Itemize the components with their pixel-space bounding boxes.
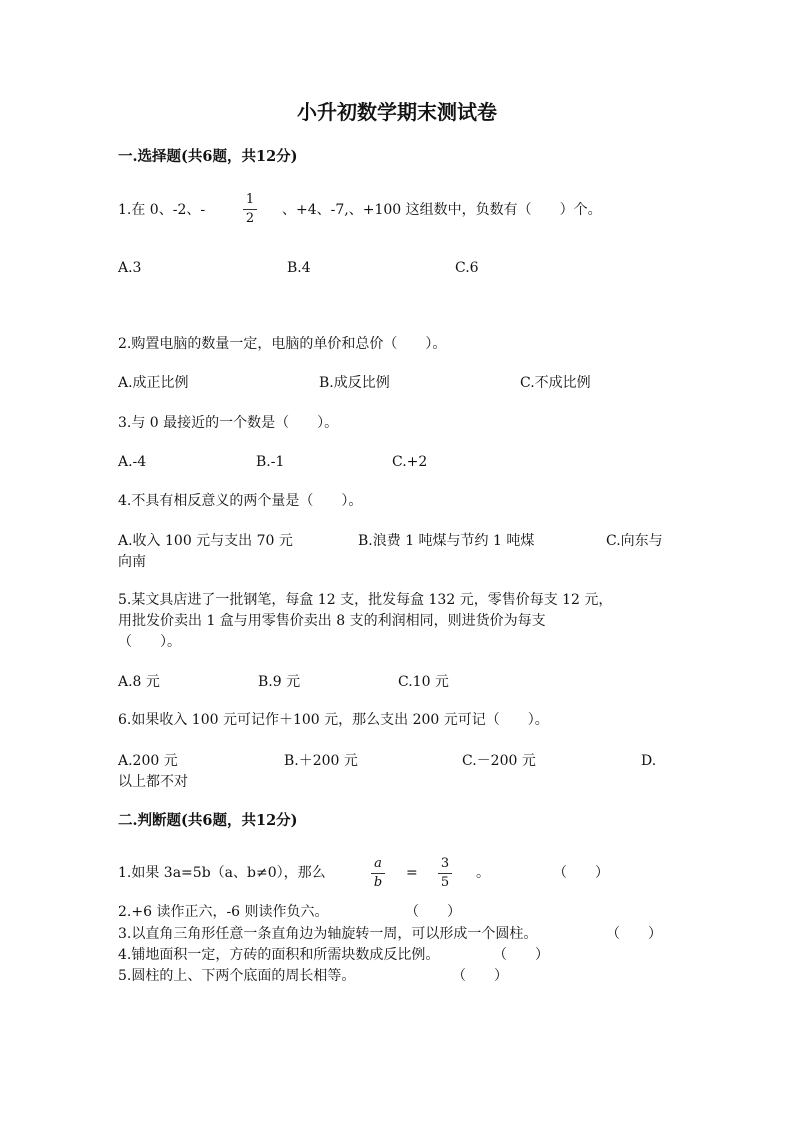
fraction-three-fifths <box>438 856 452 891</box>
option-d-continued: 以上都不对 <box>118 774 188 790</box>
option-a: A.收入 100 元与支出 70 元 <box>118 533 293 549</box>
question-5-line-3: （ ）。 <box>118 634 181 650</box>
option-a: A.3 <box>118 260 142 276</box>
judgement-1-text: 1.如果 3a=5b（a、b≠0），那么 <box>118 865 326 881</box>
fraction-denominator: 2 <box>245 211 255 226</box>
option-b: B.＋200 元 <box>284 753 358 769</box>
question-1-text-b: 、+4、-7,、+100 这组数中，负数有（ ）个。 <box>282 202 602 218</box>
question-6-text: 6.如果收入 100 元可记作＋100 元，那么支出 200 元可记（ ）。 <box>118 712 549 728</box>
question-5-line-2: 用批发价卖出 1 盒与用零售价卖出 8 支的利润相同，则进货价为每支 <box>118 613 546 629</box>
judgement-5-text: 5.圆柱的上、下两个底面的周长相等。 <box>118 968 356 984</box>
fraction-bar <box>371 873 385 874</box>
question-2-text: 2.购置电脑的数量一定，电脑的单价和总价（ ）。 <box>118 336 447 352</box>
fraction-denominator: 5 <box>440 875 450 890</box>
option-a: A.-4 <box>118 454 147 470</box>
judgement-3-text: 3.以直角三角形任意一条直角边为轴旋转一周，可以形成一个圆柱。 <box>118 926 538 942</box>
option-b: B.4 <box>287 260 311 276</box>
answer-paren: （ ） <box>452 968 508 984</box>
fraction-numerator: a <box>374 856 382 871</box>
option-c-continued: 向南 <box>118 554 146 570</box>
fraction-denominator: b <box>373 875 383 890</box>
option-c: C.不成比例 <box>520 375 591 391</box>
fraction-bar <box>243 209 257 210</box>
option-c: C.+2 <box>392 454 428 470</box>
equals-sign: = <box>406 865 418 881</box>
question-4-text: 4.不具有相反意义的两个量是（ ）。 <box>118 493 363 509</box>
question-5-line-1: 5.某文具店进了一批钢笔，每盒 12 支，批发每盒 132 元，零售价每支 12 元， <box>118 592 613 608</box>
option-c: C.6 <box>455 260 479 276</box>
answer-paren: （ ） <box>493 947 549 963</box>
fraction-one-half <box>243 192 257 227</box>
fraction-a-over-b <box>371 856 385 891</box>
option-a: A.200 元 <box>118 753 178 769</box>
fraction-numerator: 3 <box>440 856 450 871</box>
option-c: C.10 元 <box>398 674 449 690</box>
question-1-text-a: 1.在 0、-2、- <box>118 202 206 218</box>
question-3-text: 3.与 0 最接近的一个数是（ ）。 <box>118 415 339 431</box>
option-a: A.8 元 <box>118 674 160 690</box>
option-c: C.－200 元 <box>462 753 536 769</box>
option-b: B.9 元 <box>258 674 301 690</box>
option-b: B.成反比例 <box>319 375 390 391</box>
option-d: D. <box>641 753 657 769</box>
judgement-2-text: 2.+6 读作正六，-6 则读作负六。 <box>118 904 329 920</box>
fraction-numerator: 1 <box>245 192 255 207</box>
fraction-bar <box>438 873 452 874</box>
answer-paren: （ ） <box>606 926 662 942</box>
option-a: A.成正比例 <box>118 375 189 391</box>
option-b: B.-1 <box>256 454 285 470</box>
section-heading-judgement: 二.判断题(共6题，共12分) <box>118 812 298 829</box>
judgement-4-text: 4.铺地面积一定，方砖的面积和所需块数成反比例。 <box>118 947 440 963</box>
page-title: 小升初数学期末测试卷 <box>297 100 497 124</box>
answer-paren: （ ） <box>553 865 609 881</box>
answer-paren: （ ） <box>405 904 461 920</box>
option-c: C.向东与 <box>606 533 663 549</box>
option-b: B.浪费 1 吨煤与节约 1 吨煤 <box>358 533 535 549</box>
section-heading-choice: 一.选择题(共6题，共12分) <box>118 148 298 165</box>
judgement-1-end: 。 <box>476 865 490 881</box>
